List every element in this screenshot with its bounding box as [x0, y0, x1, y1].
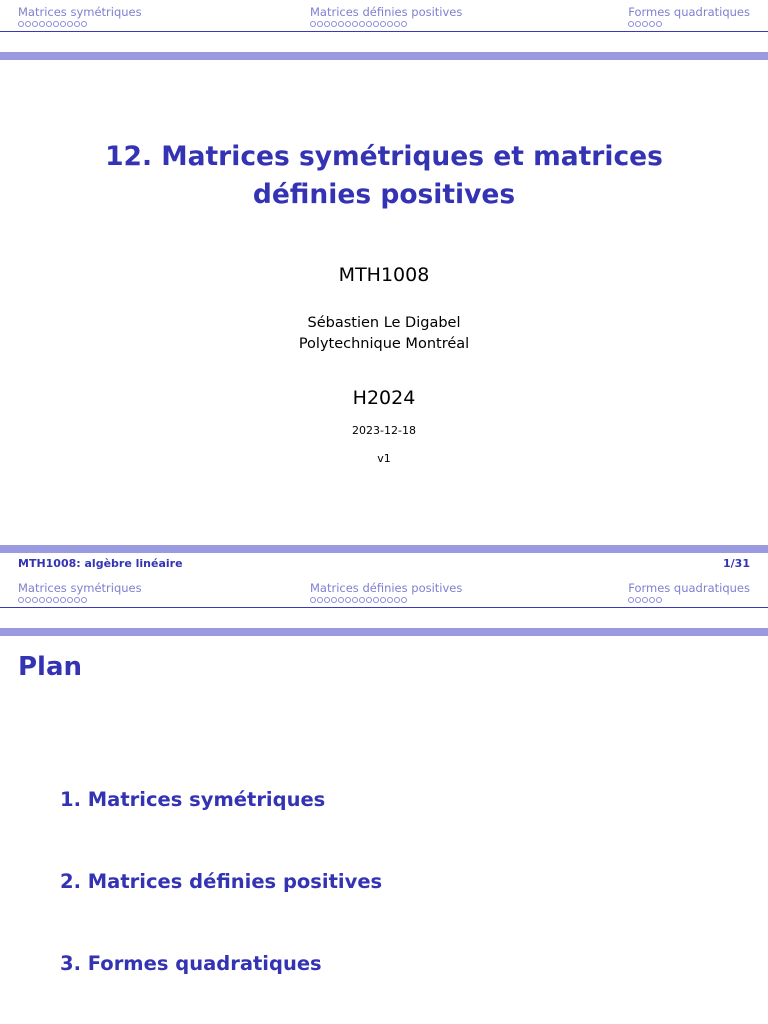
nav-frame-dot[interactable] [366, 597, 372, 603]
presentation-title: 12. Matrices symétriques et matrices définies positives [105, 141, 663, 210]
nav-frame-dot[interactable] [642, 21, 648, 27]
nav-section-label[interactable]: Matrices symétriques [18, 5, 142, 19]
nav-frame-dot[interactable] [81, 597, 87, 603]
header-band [0, 628, 768, 636]
author-name: Sébastien Le Digabel [307, 315, 461, 331]
nav-section-quadratic-forms[interactable] [628, 582, 750, 604]
nav-frame-dot[interactable] [317, 21, 323, 27]
nav-frame-dot[interactable] [46, 597, 52, 603]
header-rule [0, 31, 768, 32]
nav-frame-dot[interactable] [310, 597, 316, 603]
nav-frame-dot[interactable] [345, 597, 351, 603]
institution-name: Polytechnique Montréal [298, 336, 470, 352]
version-label: v1 [377, 452, 391, 465]
nav-frame-dot[interactable] [317, 597, 323, 603]
nav-frame-dot[interactable] [359, 597, 365, 603]
nav-frame-dot[interactable] [359, 21, 365, 27]
nav-section-positive-definite[interactable] [310, 582, 462, 604]
nav-frame-dot[interactable] [81, 21, 87, 27]
plan-slide [0, 576, 768, 1024]
footer-course-title: MTH1008: algèbre linéaire [18, 557, 183, 570]
nav-frame-dot[interactable] [338, 597, 344, 603]
term-label: H2024 [352, 387, 416, 409]
nav-frame-dot[interactable] [635, 21, 641, 27]
nav-frame-dot[interactable] [67, 21, 73, 27]
nav-section-dots[interactable] [628, 20, 750, 28]
footer-page-number: 1/31 [723, 557, 750, 570]
nav-frame-dot[interactable] [25, 21, 31, 27]
nav-section-quadratic-forms[interactable] [628, 6, 750, 28]
nav-section-dots[interactable] [310, 20, 462, 28]
nav-frame-dot[interactable] [387, 21, 393, 27]
nav-frame-dot[interactable] [656, 21, 662, 27]
nav-section-dots[interactable] [18, 596, 142, 604]
nav-frame-dot[interactable] [380, 597, 386, 603]
nav-frame-dot[interactable] [401, 21, 407, 27]
nav-frame-dot[interactable] [373, 597, 379, 603]
nav-section-label[interactable]: Matrices définies positives [310, 5, 463, 19]
course-code: MTH1008 [338, 264, 430, 286]
footer-band [0, 545, 768, 553]
nav-frame-dot[interactable] [18, 21, 24, 27]
nav-frame-dot[interactable] [649, 21, 655, 27]
nav-section-label[interactable]: Matrices symétriques [18, 581, 142, 595]
nav-frame-dot[interactable] [331, 21, 337, 27]
nav-frame-dot[interactable] [394, 21, 400, 27]
section-navigation [0, 582, 768, 608]
nav-frame-dot[interactable] [628, 597, 634, 603]
nav-frame-dot[interactable] [39, 597, 45, 603]
nav-section-symmetric[interactable] [18, 582, 142, 604]
section-navigation [0, 6, 768, 32]
date-label: 2023-12-18 [352, 424, 416, 437]
nav-frame-dot[interactable] [32, 597, 38, 603]
nav-section-label[interactable]: Formes quadratiques [628, 5, 750, 19]
nav-frame-dot[interactable] [67, 597, 73, 603]
nav-frame-dot[interactable] [310, 21, 316, 27]
nav-frame-dot[interactable] [656, 597, 662, 603]
nav-section-symmetric[interactable] [18, 6, 142, 28]
nav-section-positive-definite[interactable] [310, 6, 462, 28]
nav-frame-dot[interactable] [635, 597, 641, 603]
nav-frame-dot[interactable] [352, 597, 358, 603]
nav-frame-dot[interactable] [46, 21, 52, 27]
nav-section-dots[interactable] [628, 596, 750, 604]
nav-frame-dot[interactable] [324, 597, 330, 603]
nav-frame-dot[interactable] [373, 21, 379, 27]
nav-frame-dot[interactable] [366, 21, 372, 27]
nav-frame-dot[interactable] [642, 597, 648, 603]
header-rule [0, 607, 768, 608]
nav-section-dots[interactable] [18, 20, 142, 28]
nav-frame-dot[interactable] [331, 597, 337, 603]
nav-section-dots[interactable] [310, 596, 462, 604]
nav-frame-dot[interactable] [352, 21, 358, 27]
nav-frame-dot[interactable] [401, 597, 407, 603]
nav-frame-dot[interactable] [74, 21, 80, 27]
nav-frame-dot[interactable] [324, 21, 330, 27]
nav-frame-dot[interactable] [60, 21, 66, 27]
nav-frame-dot[interactable] [32, 21, 38, 27]
nav-section-label[interactable]: Formes quadratiques [628, 581, 750, 595]
plan-item[interactable]: 2. Matrices définies positives [60, 870, 383, 893]
nav-frame-dot[interactable] [53, 21, 59, 27]
nav-frame-dot[interactable] [345, 21, 351, 27]
nav-frame-dot[interactable] [394, 597, 400, 603]
nav-frame-dot[interactable] [387, 597, 393, 603]
frame-title: Plan [18, 652, 83, 682]
nav-frame-dot[interactable] [60, 597, 66, 603]
plan-item[interactable]: 3. Formes quadratiques [60, 952, 322, 975]
nav-section-label[interactable]: Matrices définies positives [310, 581, 463, 595]
header-band [0, 52, 768, 60]
nav-frame-dot[interactable] [338, 21, 344, 27]
nav-frame-dot[interactable] [74, 597, 80, 603]
plan-item[interactable]: 1. Matrices symétriques [60, 788, 326, 811]
nav-frame-dot[interactable] [25, 597, 31, 603]
nav-frame-dot[interactable] [39, 21, 45, 27]
nav-frame-dot[interactable] [649, 597, 655, 603]
nav-frame-dot[interactable] [380, 21, 386, 27]
nav-frame-dot[interactable] [628, 21, 634, 27]
nav-frame-dot[interactable] [53, 597, 59, 603]
nav-frame-dot[interactable] [18, 597, 24, 603]
